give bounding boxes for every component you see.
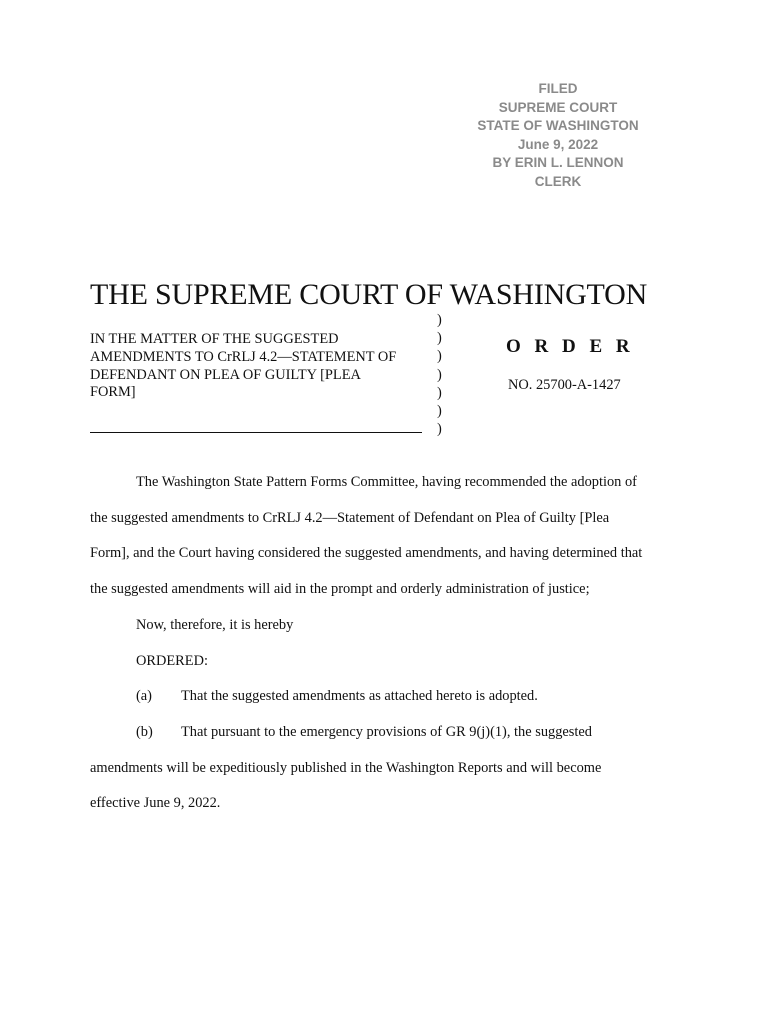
paren: )	[437, 421, 442, 438]
paren: )	[437, 366, 442, 383]
body-line: the suggested amendments to CrRLJ 4.2—Statement of Defendant on Plea of Guilty [Plea	[90, 510, 610, 526]
caption-line: AMENDMENTS TO CrRLJ 4.2—STATEMENT OF	[90, 348, 397, 365]
body-line: effective June 9, 2022.	[90, 795, 221, 811]
stamp-clerk-title: CLERK	[534, 173, 582, 189]
stamp-date: June 9, 2022	[517, 136, 599, 152]
item-a-text: That the suggested amendments as attached hereto is adopted.	[181, 688, 538, 704]
stamp-state: STATE OF WASHINGTON	[477, 118, 639, 134]
filed-stamp	[440, 80, 676, 192]
item-a-label: (a)	[136, 688, 152, 704]
paren: )	[437, 312, 442, 328]
stamp-filed: FILED	[538, 81, 578, 96]
body-line: The Washington State Pattern Forms Committee, having recommended the adoption of	[136, 474, 637, 490]
caption-line: DEFENDANT ON PLEA OF GUILTY [PLEA	[90, 366, 361, 383]
caption-line: IN THE MATTER OF THE SUGGESTED	[90, 331, 339, 347]
stamp-clerk-name: BY ERIN L. LENNON	[492, 155, 624, 171]
now-therefore-line: Now, therefore, it is hereby	[136, 617, 294, 633]
paren: )	[437, 348, 442, 365]
paren: )	[437, 384, 442, 401]
body-line: amendments will be expeditiously published in the Washington Reports and will become	[90, 760, 602, 776]
case-number: NO. 25700-A-1427	[508, 377, 621, 393]
caption-line: FORM]	[90, 384, 136, 401]
case-caption	[90, 331, 430, 402]
item-b-text: That pursuant to the emergency provisions of GR 9(j)(1), the suggested	[181, 724, 592, 740]
stamp-court: SUPREME COURT	[498, 99, 618, 115]
ordered-heading: ORDERED:	[136, 653, 208, 669]
body-line: the suggested amendments will aid in the prompt and orderly administration of justice;	[90, 581, 590, 597]
body-line: Form], and the Court having considered the suggested amendments, and having determined that	[90, 545, 643, 561]
paren: )	[437, 330, 442, 347]
caption-underline	[90, 432, 422, 433]
court-title: THE SUPREME COURT OF WASHINGTON	[90, 278, 648, 311]
item-b-label: (b)	[136, 724, 153, 740]
order-title: O R D E R	[506, 336, 635, 357]
paren: )	[437, 403, 442, 420]
caption-parentheses	[437, 311, 442, 438]
